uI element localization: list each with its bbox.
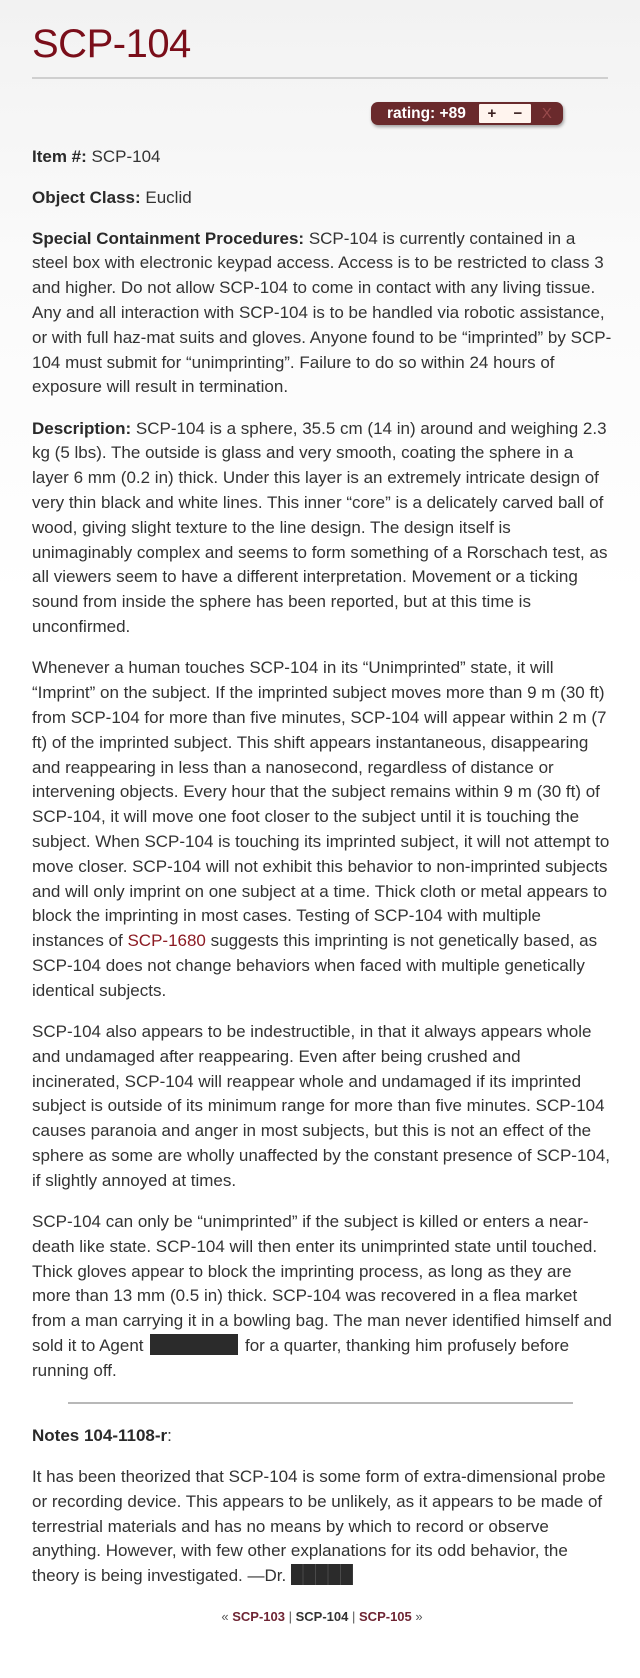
nav-separator: |	[352, 1609, 356, 1625]
object-class-value: Euclid	[145, 187, 192, 207]
downvote-button[interactable]: −	[513, 105, 523, 122]
imprint-text-before-link: Whenever a human touches SCP-104 in its “Unimprinted” state, it will “Imprint” on the subject. If the imprinted subject moves more than 9 m (30 ft) from SCP-104 for more than five minutes, SCP-104 will appear within 2 m (7 ft) of the imprinted subject. This shift appears instantaneous, disappearing and reappearing in less than a nanosecond, regardless of distance or intervening objects. Every hour that the subject remains within 9 m (30 ft) of SCP-104, it will move one foot closer to the subject until it is touching the subject. When SCP-104 is touching its imprinted subject, it will not attempt to move closer. SCP-104 will not exhibit this behavior to non-imprinted subjects and will only imprint on one subject at a time. Thick cloth or metal appears to block the imprinting in most cases. Testing of SCP-104 with multiple instances of	[32, 658, 610, 951]
imprint-behavior-paragraph	[32, 656, 612, 1003]
description-label: Description:	[32, 418, 132, 438]
redacted-doctor-name	[291, 1564, 353, 1585]
next-article-link[interactable]: SCP-105	[359, 1609, 412, 1625]
next-arrow-icon: »	[415, 1609, 423, 1625]
notes-text: It has been theorized that SCP-104 is some form of extra-dimensional probe or recording device. This appears to be unlikely, as it appears to be made of terrestrial materials and has no means by which to record or observe anything. However, with few other explanations for its odd behavior, the theory is being investigated. —Dr.	[32, 1466, 606, 1586]
cancel-vote-button[interactable]: X	[541, 105, 552, 122]
object-class-line	[32, 186, 612, 211]
rating-score: rating: +89	[387, 105, 466, 122]
unimprint-text-after-redaction: for a quarter, thanking him profusely before running off.	[32, 1336, 570, 1380]
description-text: SCP-104 is a sphere, 35.5 cm (14 in) around and weighing 2.3 kg (5 lbs). The outside is glass and very smooth, coating the sphere in a layer 6 mm (0.2 in) thick. Under this layer is an extremely intricate design of very thin black and white lines. This inner “core” is a delicately carved ball of wood, giving slight texture to the line design. The design itself is unimaginably complex and seems to form something of a Rorschach test, as all viewers seem to have a different interpretation. Movement or a ticking sound from inside the sphere has been reported, but at this time is unconfirmed.	[32, 418, 608, 637]
description-paragraph	[32, 417, 612, 640]
section-divider	[68, 1402, 573, 1404]
nav-separator: |	[288, 1609, 292, 1625]
redacted-agent-name	[150, 1334, 238, 1355]
rating-vote-controls	[479, 104, 531, 123]
containment-procedures-label: Special Containment Procedures:	[32, 228, 305, 248]
indestructible-paragraph: SCP-104 also appears to be indestructible, in that it always appears whole and undamaged after reappearing. Even after being crushed and incinerated, SCP-104 will reappear whole and undamaged if its imprinted subject is outside of its minimum range for more than five minutes. SCP-104 causes paranoia and anger in most subjects, but this is not an effect of the sphere as some are wholly unaffected by the constant presence of SCP-104, if slightly annoyed at times.	[32, 1022, 611, 1190]
notes-heading	[32, 1424, 612, 1449]
item-number-value: SCP-104	[91, 147, 161, 166]
notes-paragraph	[32, 1465, 612, 1589]
article-content	[32, 145, 612, 1642]
prev-arrow-icon: «	[221, 1609, 229, 1625]
unimprint-text-before-redaction: SCP-104 can only be “unimprinted” if the subject is killed or enters a near-death like state. SCP-104 will then enter its unimprinted state until touched. Thick gloves appear to block the imprinting process, as long as they are more than 13 mm (0.5 in) thick. SCP-104 was recovered in a flea market from a man carrying it in a bowling bag. The man never identified himself and sold it to Agent	[32, 1212, 612, 1356]
page-title: SCP-104	[32, 22, 191, 66]
prev-article-link[interactable]: SCP-103	[232, 1609, 285, 1625]
item-number-label: Item #:	[32, 147, 87, 166]
item-number-line	[32, 145, 612, 170]
notes-heading-colon: :	[167, 1425, 172, 1445]
footer-navigation	[32, 1605, 612, 1642]
rating-module	[371, 102, 563, 125]
containment-procedures-paragraph	[32, 227, 612, 401]
scp-1680-link[interactable]: SCP-1680	[127, 931, 206, 951]
imprint-text-after-link: suggests this imprinting is not genetically based, as SCP-104 does not change behaviors when faced with multiple genetically identical subjects.	[32, 931, 598, 1000]
containment-procedures-text: SCP-104 is currently contained in a steel box with electronic keypad access. Access is to be restricted to class 3 and higher. Do not allow SCP-104 to come in contact with any living tissue. Any and all interaction with SCP-104 is to be handled via robotic assistance, or with full haz-mat suits and gloves. Anyone found to be “imprinted” by SCP-104 must submit for “unimprinting”. Failure to do so within 24 hours of exposure will result in termination.	[32, 228, 612, 397]
current-article-label: SCP-104	[295, 1609, 349, 1625]
object-class-label: Object Class:	[32, 187, 141, 207]
rating-row	[32, 79, 608, 145]
upvote-button[interactable]: +	[487, 105, 497, 122]
unimprint-paragraph	[32, 1210, 612, 1384]
notes-heading-label: Notes 104-1108-r	[32, 1425, 168, 1445]
